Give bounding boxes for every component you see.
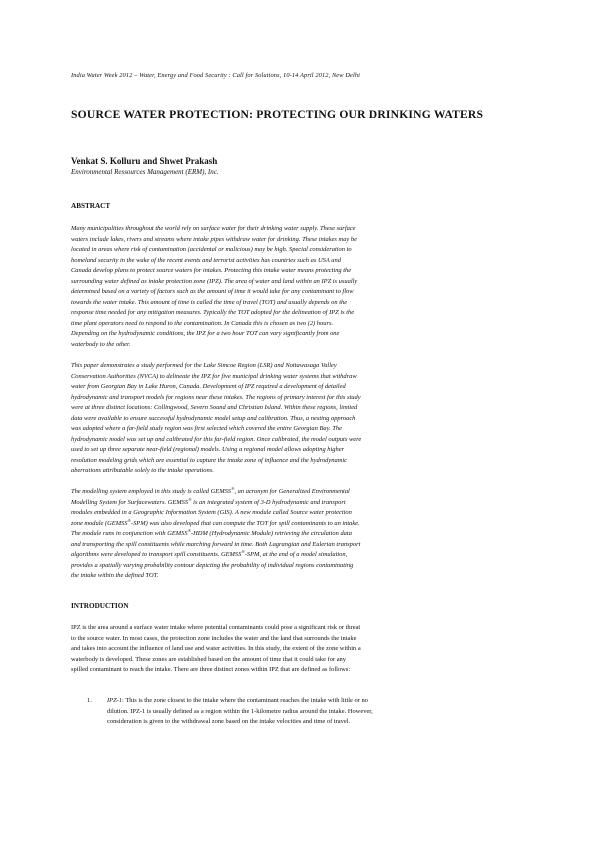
abstract-line: Modelling System for Surfacewaters. GEMSS® is an integrated system of 3-D hydrodynamic and transport: [71, 496, 346, 506]
abstract-line: modules embedded in a Geographic Information System (GIS). A new module called Source water protection: [71, 509, 352, 516]
intro-line: to the source water. In most cases, the protection zone includes the water and the land that surrounds the intake: [71, 634, 357, 642]
abstract-line: Depending on the hydrodynamic conditions, the IPZ for a two hour TOT can vary significantly from one: [71, 330, 340, 337]
abstract-line: determined based on a variety of factors such as the amount of time it would take for any contaminant to flow: [71, 288, 354, 295]
paper-affiliation: Environmental Ressources Management (ERM), Inc.: [71, 168, 219, 176]
registered-mark: ®: [231, 485, 235, 491]
abstract-line: and transporting the spill constituents while marching forward in time. Both Lagrangian and Eulerian transport: [71, 540, 361, 548]
abstract-line: the intake within the defined TOT.: [71, 572, 159, 579]
abstract-line: waters include lakes, rivers and streams where intake pipes withdraw water for drinking. These intakes may be: [71, 235, 357, 243]
abstract-paragraph-1: [71, 224, 524, 350]
abstract-line: provides a spatially varying probability contour depicting the probability of individual regions contaminating: [71, 561, 354, 569]
abstract-line: towards the water intake. This amount of time is called the time of travel (TOT) and usually depends on the: [71, 298, 348, 306]
running-header: India Water Week 2012 – Water, Energy and Food Security : Call for Solutions, 10-14 April 2012, New Delhi: [71, 72, 360, 79]
abstract-line: hydrodynamic model was set up and calibrated for this far-field region. Once calibrated, the model outputs were: [71, 435, 362, 443]
abstract-line: homeland security in the wake of the recent events and terrorist activities has countries such as USA and: [71, 256, 341, 264]
abstract-line: surrounding water defined as intake protection zone (IPZ). The area of water and land within an IPZ is usually: [71, 277, 358, 285]
intro-line: spilled contaminant to reach the intake. There are three distinct zones within IPZ that are defined as follows:: [71, 666, 351, 673]
abstract-line: The module runs in conjunction with GEMSS®-HDM (Hydrodynamic Module) retrieving the circulation data: [71, 527, 352, 537]
paper-authors: Venkat S. Kolluru and Shwet Prakash: [71, 156, 218, 166]
abstract-line: located in areas where risk of contamination (accidental or malicious) may be high. Special consideration to: [71, 246, 352, 253]
abstract-line: Canada develop plans to protect source waters for intakes. Protecting this intake water means protecting the: [71, 267, 352, 274]
abstract-line: Conservation Authorities (NVCA) to delineate the IPZ for five municipal drinking water systems that withdraw: [71, 372, 357, 380]
abstract-line: waterbody to the other.: [71, 340, 131, 348]
intro-line: IPZ is the area around a surface water intake where potential contaminants could pose a significant risk or threat: [71, 624, 361, 631]
abstract-line: aberrations attributable solely to the intake operations.: [71, 467, 214, 474]
paper-title: SOURCE WATER PROTECTION: PROTECTING OUR DRINKING WATERS: [71, 108, 484, 121]
intro-line: waterbody is developed. These zones are established based on the amount of time that it could take for any: [71, 655, 346, 663]
intro-line: and takes into account the influence of land use and water activities. In this study, the extent of the zone within a: [71, 645, 361, 652]
abstract-line: was adopted where a far-field study region was first selected which covered the entire Georgian Bay. The: [71, 425, 342, 432]
list-line: dilution. IPZ-1 is usually defined as a region within the 1-kilometre radius around the intake. However,: [107, 707, 373, 715]
introduction-heading: INTRODUCTION: [71, 602, 129, 610]
registered-mark: ®: [241, 548, 245, 554]
abstract-line: The modelling system employed in this study is called GEMSS®, an acronym for Generalized Environmental: [71, 485, 350, 495]
registered-mark: ®: [188, 496, 192, 502]
abstract-paragraph-3: [71, 487, 524, 582]
abstract-line: were at three distinct locations: Collingwood, Severn Sound and Christian Island. Within these regions, limited: [71, 404, 358, 411]
abstract-line: algorithms were developed to transport spill constituents. GEMSS®-SPM, at the end of a model simulation,: [71, 548, 348, 558]
abstract-line: Many municipalities throughout the world rely on surface water for their drinking water supply. These surface: [71, 225, 356, 232]
abstract-line: response time needed for any mitigation measures. Typically the TOT adopted for the delineation of IPZ is the: [71, 309, 355, 316]
list-line-text: : This is the zone closest to the intake where the contaminant reaches the intake with little or no: [122, 697, 368, 704]
abstract-paragraph-2: [71, 361, 524, 477]
list-line: [107, 696, 524, 707]
abstract-line: resolution modeling grids which are essential to capture the intake zone of influence and the hydrodynamic: [71, 456, 347, 464]
abstract-line: data were available to ensure successful hydrodynamic model setup and calibration. Thus, a nesting approach: [71, 414, 356, 422]
abstract-line: zone module (GEMSS®-SPM) was also developed that can compute the TOT for spill contaminants to an intake.: [71, 517, 360, 527]
abstract-line: used to set up three separate near-field (regional) models. Using a regional model allows adopting higher: [71, 446, 345, 453]
abstract-line: This paper demonstrates a study performed for the Lake Simcoe Region (LSR) and Nottawasaga Valley: [71, 362, 337, 369]
introduction-paragraph: [71, 623, 524, 676]
list-term: IPZ-1: [107, 697, 123, 704]
abstract-line: water from Georgian Bay in Lake Huron, Canada. Development of IPZ required a development of detailed: [71, 383, 346, 390]
list-number: 1.: [87, 697, 92, 704]
list-line: consideration is given to the withdrawal zone based on the intake velocities and time of travel.: [107, 718, 351, 725]
registered-mark: ®: [187, 527, 192, 533]
abstract-line: hydrodynamic and transport models for regions near these intakes. The regions of primary interest for this study: [71, 393, 361, 401]
list-text: [107, 696, 524, 728]
abstract-heading: ABSTRACT: [71, 202, 111, 210]
abstract-line: time plant operators need to respond to the contamination. In Canada this is chosen as two (2) hours.: [71, 319, 334, 327]
registered-mark: ®: [127, 517, 131, 523]
